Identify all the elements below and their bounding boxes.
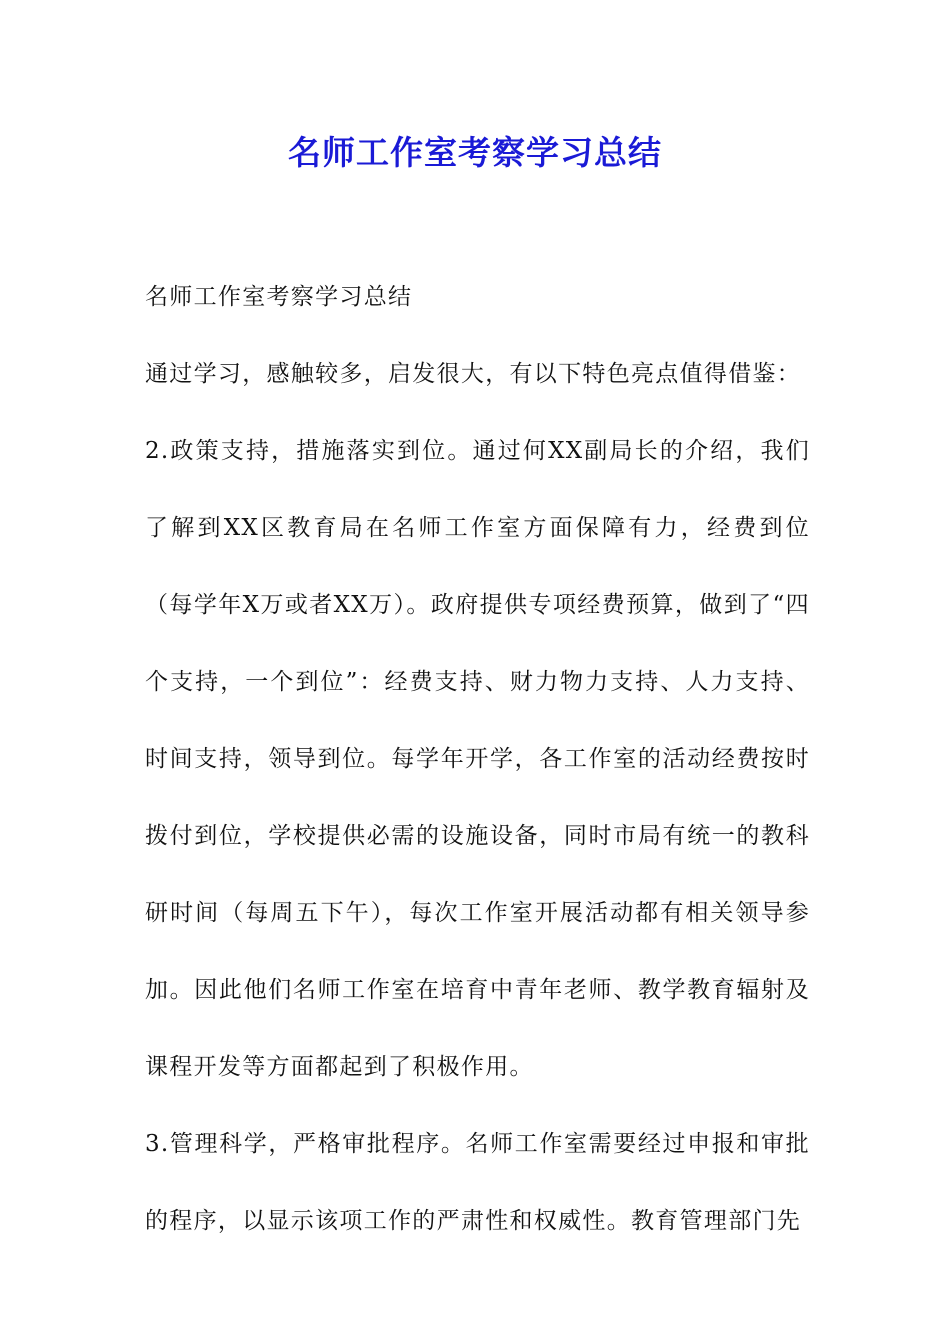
document-body — [145, 259, 810, 1260]
paragraph-policy-support: 2.政策支持，措施落实到位。通过何XX副局长的介绍，我们了解到XX区教育局在名师工作室方面保障有力，经费到位（每学年X万或者XX万）。政府提供专项经费预算，做到了“四个支持，一个到位”：经费支持、财力物力支持、人力支持、时间支持，领导到位。每学年开学，各工作室的活动经费按时拨付到位，学校提供必需的设施设备，同时市局有统一的教科研时间（每周五下午），每次工作室开展活动都有相关领导参加。因此他们名师工作室在培育中青年老师、教学教育辐射及课程开发等方面都起到了积极作用。 — [145, 438, 810, 1080]
paragraph-intro: 通过学习，感触较多，启发很大，有以下特色亮点值得借鉴： — [145, 361, 802, 387]
paragraph-management: 3.管理科学，严格审批程序。名师工作室需要经过申报和审批的程序，以显示该项工作的严肃性和权威性。教育管理部门先 — [145, 1131, 810, 1234]
document-title: 名师工作室考察学习总结 — [288, 133, 662, 172]
paragraph-heading: 名师工作室考察学习总结 — [145, 284, 413, 310]
